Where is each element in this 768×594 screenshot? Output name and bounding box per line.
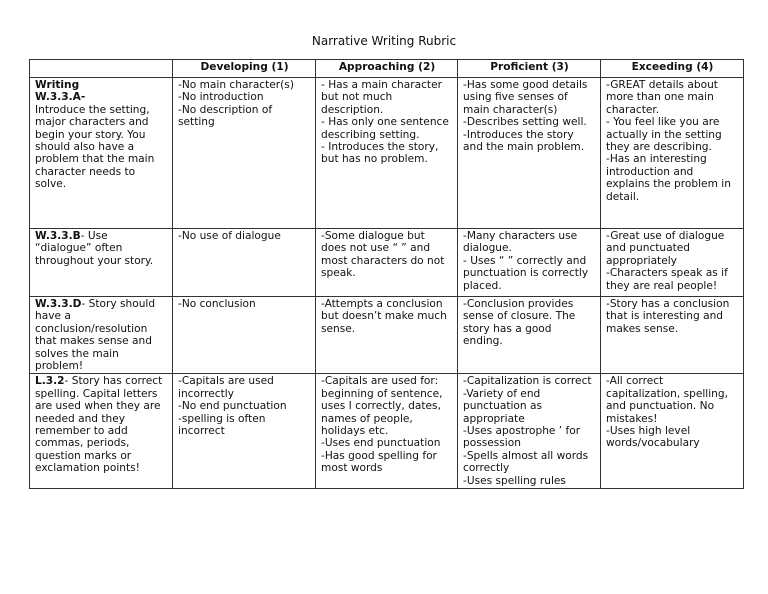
standard-cell (30, 374, 173, 489)
cell-line (35, 400, 168, 412)
approaching-cell (316, 229, 458, 297)
standard-cell (30, 78, 173, 229)
approaching-cell (316, 297, 458, 374)
header-cell-standard (30, 60, 173, 78)
cell-line (35, 91, 168, 103)
cell-line: most characters do not (321, 254, 445, 267)
cell-line: -Some dialogue but (321, 230, 425, 242)
cell-line: placed. (463, 279, 502, 292)
cell-line: - Has a main character (321, 79, 442, 91)
cell-line (35, 298, 168, 310)
cell-line: description. (321, 103, 384, 116)
cell-line (35, 178, 168, 190)
cell-text: Introduce the setting, (35, 103, 150, 116)
cell-line: sense of closure. The (463, 310, 576, 323)
exceeding-cell (601, 297, 744, 374)
cell-text: problem that the main (35, 153, 155, 166)
cell-line: incorrectly (178, 387, 234, 400)
cell-line: they are describing. (606, 141, 712, 154)
standard-code: W.3.3.B (35, 230, 81, 242)
cell-line: detail. (606, 190, 640, 203)
cell-text: spelling. Capital letters (35, 387, 158, 400)
cell-line: mistakes! (606, 412, 658, 425)
cell-text: remember to add (35, 425, 128, 438)
cell-line: describing setting. (321, 128, 420, 141)
developing-cell (173, 374, 316, 489)
cell-text: solve. (35, 178, 67, 191)
cell-line: they are real people! (606, 279, 718, 292)
header-cell-developing: Developing (1) (173, 60, 316, 78)
table-row (30, 78, 744, 229)
cell-line: -Attempts a conclusion (321, 298, 443, 310)
cell-line: words/vocabulary (606, 437, 700, 450)
exceeding-cell (601, 229, 744, 297)
cell-line (35, 230, 168, 242)
cell-text: solves the main (35, 347, 119, 360)
cell-line: -Many characters use (463, 230, 578, 242)
approaching-cell (316, 374, 458, 489)
cell-text: that makes sense and (35, 335, 152, 348)
cell-line: - Uses “ ” correctly and (463, 254, 587, 267)
cell-line: beginning of sentence, (321, 387, 443, 400)
cell-line: -No main character(s) (178, 79, 294, 91)
cell-text: - Story has correct (64, 375, 163, 388)
cell-line (35, 413, 168, 425)
standard-code: Writing (35, 79, 80, 91)
cell-line: main character(s) (463, 103, 558, 116)
cell-line (35, 425, 168, 437)
header-row (30, 60, 744, 78)
cell-line: ending. (463, 335, 503, 348)
cell-line: actually in the setting (606, 128, 722, 141)
cell-line: but has no problem. (321, 153, 428, 166)
cell-text: problem! (35, 360, 84, 373)
header-cell-proficient: Proficient (3) (458, 60, 601, 78)
approaching-cell (316, 78, 458, 229)
cell-line: -Uses apostrophe ’ for (463, 425, 581, 438)
cell-line (35, 335, 168, 347)
cell-line: - You feel like you are (606, 116, 720, 129)
cell-line (35, 437, 168, 449)
cell-line: -Capitals are used for: (321, 375, 439, 388)
cell-line (35, 323, 168, 335)
cell-line: -No introduction (178, 91, 264, 104)
cell-line: -Great use of dialogue (606, 230, 725, 242)
cell-line: -Variety of end (463, 387, 541, 400)
cell-line: more than one main (606, 91, 714, 104)
cell-line: -Capitals are used (178, 375, 274, 388)
cell-line: story has a good (463, 322, 552, 335)
cell-line (35, 360, 168, 372)
cell-line (35, 242, 168, 254)
proficient-cell (458, 374, 601, 489)
cell-line: setting (178, 116, 215, 129)
proficient-cell (458, 229, 601, 297)
cell-line: names of people, (321, 412, 413, 425)
table-row (30, 297, 744, 374)
header-cell-approaching: Approaching (2) (316, 60, 458, 78)
table-row (30, 374, 744, 489)
cell-line: punctuation is correctly (463, 267, 589, 280)
cell-line: punctuation as (463, 400, 543, 413)
cell-line: capitalization, spelling, (606, 387, 728, 400)
cell-line: -Uses high level (606, 425, 691, 438)
cell-line: - Introduces the story, (321, 141, 439, 154)
cell-text: - Use (80, 230, 108, 242)
cell-line: -No end punctuation (178, 400, 287, 413)
cell-line: -No conclusion (178, 298, 256, 310)
cell-text: character needs to (35, 165, 136, 178)
cell-line: sense. (321, 322, 356, 335)
exceeding-cell (601, 374, 744, 489)
developing-cell (173, 297, 316, 374)
cell-line: -Spells almost all words (463, 449, 589, 462)
cell-line: incorrect (178, 425, 225, 438)
cell-line: -Uses end punctuation (321, 437, 441, 450)
developing-cell (173, 229, 316, 297)
cell-text: have a (35, 310, 71, 323)
cell-line: correctly (463, 462, 510, 475)
cell-text: exclamation points! (35, 462, 140, 475)
cell-line: -Uses spelling rules (463, 474, 566, 487)
standard-cell (30, 297, 173, 374)
cell-line: character. (606, 103, 660, 116)
cell-line: does not use “ ” and (321, 242, 431, 255)
cell-line: and punctuation. No (606, 400, 715, 413)
cell-line: -Describes setting well. (463, 116, 587, 129)
developing-cell (173, 78, 316, 229)
header-cell-exceeding: Exceeding (4) (601, 60, 744, 78)
cell-line: dialogue. (463, 242, 512, 255)
cell-line: speak. (321, 267, 356, 280)
standard-code: W.3.3.D (35, 298, 82, 310)
cell-line: -Has good spelling for (321, 449, 437, 462)
standard-code: W.3.3.A- (35, 91, 86, 104)
cell-line (35, 388, 168, 400)
cell-text: throughout your story. (35, 254, 154, 267)
cell-text: major characters and (35, 116, 149, 129)
cell-line (35, 79, 168, 91)
proficient-cell (458, 78, 601, 229)
cell-line: -Story has a conclusion (606, 298, 730, 310)
cell-line: -Has an interesting (606, 153, 707, 166)
exceeding-cell (601, 78, 744, 229)
cell-line: -spelling is often (178, 412, 266, 425)
standard-cell (30, 229, 173, 297)
cell-text: - Story should (81, 298, 156, 310)
cell-line: using five senses of (463, 91, 568, 104)
cell-line: that is interesting and (606, 310, 724, 323)
cell-line (35, 116, 168, 128)
cell-line: possession (463, 437, 521, 450)
cell-line: -No use of dialogue (178, 230, 281, 242)
cell-line: makes sense. (606, 322, 679, 335)
cell-line: but not much (321, 91, 393, 104)
cell-line (35, 153, 168, 165)
cell-line: - Has only one sentence (321, 116, 449, 129)
cell-line (35, 104, 168, 116)
cell-line: and the main problem. (463, 141, 585, 154)
cell-line (35, 255, 168, 267)
cell-text: needed and they (35, 412, 126, 425)
cell-line: but doesn’t make much (321, 310, 447, 323)
proficient-cell (458, 297, 601, 374)
cell-line (35, 166, 168, 178)
cell-line (35, 141, 168, 153)
cell-line: most words (321, 462, 383, 475)
cell-line: -GREAT details about (606, 79, 718, 91)
cell-line (35, 310, 168, 322)
cell-line: uses I correctly, dates, (321, 400, 441, 413)
cell-line: and punctuated (606, 242, 691, 255)
cell-text: begin your story. You (35, 128, 146, 141)
cell-line: holidays etc. (321, 425, 389, 438)
cell-text: question marks or (35, 449, 132, 462)
cell-text: “dialogue” often (35, 242, 123, 255)
cell-line: -Capitalization is correct (463, 375, 592, 388)
cell-line: explains the problem in (606, 178, 731, 191)
cell-line (35, 129, 168, 141)
cell-text: conclusion/resolution (35, 322, 148, 335)
cell-line: introduction and (606, 165, 694, 178)
cell-line: -Introduces the story (463, 128, 574, 141)
cell-line (35, 462, 168, 474)
cell-line (35, 375, 168, 387)
cell-line: -Characters speak as if (606, 267, 728, 280)
cell-line: -No description of (178, 103, 273, 116)
standard-code: L.3.2 (35, 375, 65, 388)
page-title: Narrative Writing Rubric (311, 34, 457, 48)
cell-line: -Has some good details (463, 79, 588, 91)
cell-line: appropriate (463, 412, 525, 425)
cell-text: are used when they are (35, 400, 161, 413)
cell-text: should also have a (35, 141, 135, 154)
table-row (30, 229, 744, 297)
cell-line: -Conclusion provides (463, 298, 574, 310)
cell-line (35, 450, 168, 462)
rubric-table (29, 59, 744, 489)
cell-line: -All correct (606, 375, 664, 388)
cell-line (35, 348, 168, 360)
cell-line: appropriately (606, 254, 677, 267)
cell-text: commas, periods, (35, 437, 130, 450)
